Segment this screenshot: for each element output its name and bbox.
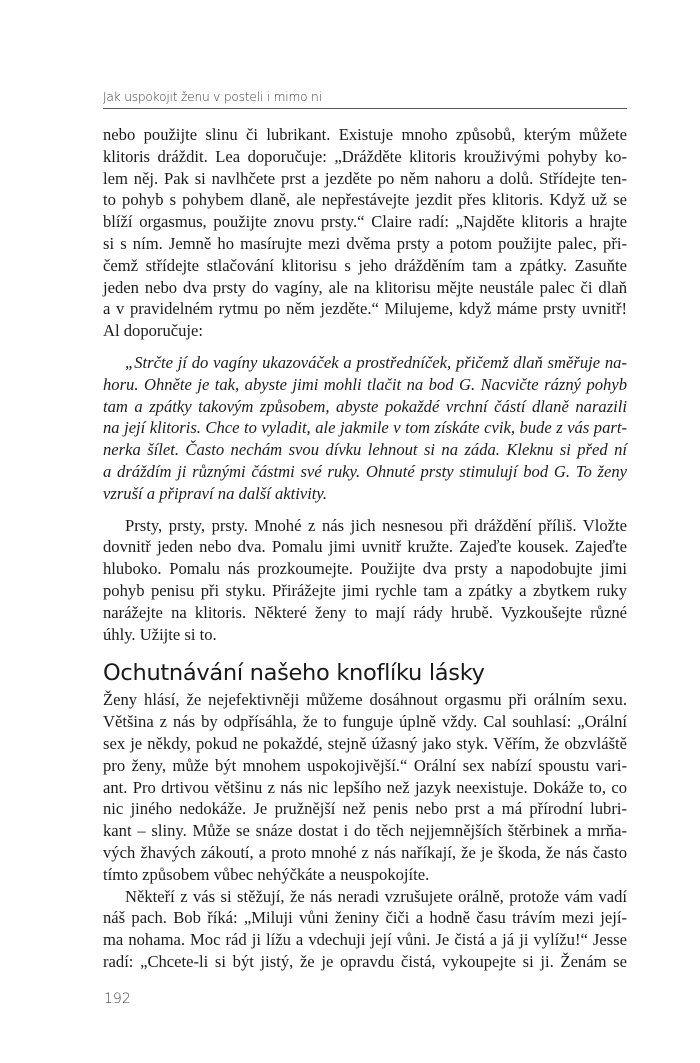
text-line: ma nohama. Moc rád ji lížu a vdechuji její vůni. Je čistá a já ji vylížu!“ Jesse xyxy=(103,930,627,950)
text-line: vých žhavých zákoutí, a proto mnohé z nás naříkají, že je škoda, že nás často xyxy=(103,842,627,862)
text-line: „Strčte jí do vagíny ukazováček a prostředníček, přičemž dlaň směřuje na- xyxy=(125,352,627,372)
paragraph-3 xyxy=(103,689,627,885)
text-line: kant – sliny. Může se snáze dostat i do těch nejjemnějších štěrbinek a mrňa- xyxy=(103,821,627,841)
text-line: sex je někdy, pokud ne pokaždé, stejně úžasný jako styk. Věřím, že obzvláště xyxy=(103,733,627,753)
text-line: tímto způsobem vůbec nehýčkáte a neuspokojíte. xyxy=(103,864,430,884)
text-line: horu. Ohněte je tak, abyste jimi mohli tlačit na bod G. Nacvičte rázný pohyb xyxy=(103,374,627,394)
page-number: 192 xyxy=(104,991,131,1007)
text-line: na její klitoris. Chce to vyladit, ale jakmile v tom získáte cvik, bude z vás part- xyxy=(103,418,627,438)
body-text xyxy=(103,124,627,973)
paragraph-4 xyxy=(103,886,627,973)
text-line: si s ním. Jemně ho masírujte mezi dvěma prsty a potom použijte palec, při- xyxy=(103,233,627,253)
text-line: pohyb penisu při styku. Přirážejte jimi rychle tam a zpátky a zbytkem ruky xyxy=(103,580,627,600)
text-line: lem něj. Pak si navlhčete prst a jezděte po něm nahoru a dolů. Střídejte ten- xyxy=(103,168,627,188)
text-line: hluboko. Pomalu nás prozkoumejte. Použijte dva prsty a napodobujte jimi xyxy=(103,559,627,579)
text-line: a v pravidelném rytmu po něm jezděte.“ Milujeme, když máme prsty uvnitř! xyxy=(103,299,627,319)
running-head: Jak uspokojit ženu v posteli i mimo ni xyxy=(103,89,627,109)
text-line: Ženy hlásí, že nejefektivněji můžeme dosáhnout orgasmu při orálním sexu. xyxy=(103,690,627,710)
paragraph-1 xyxy=(103,124,627,342)
text-line: úhly. Užijte si to. xyxy=(103,624,217,644)
text-line: vzruší a připraví na další aktivity. xyxy=(103,483,328,503)
text-line: pro ženy, může být mnohem uspokojivější.“ Orální sex nabízí spoustu vari- xyxy=(103,755,627,775)
text-line: Al doporučuje: xyxy=(103,321,204,341)
text-line: nebo použijte slinu či lubrikant. Existuje mnoho způsobů, kterým můžete xyxy=(103,125,627,144)
text-line: Většina z nás by odpřísáhla, že to funguje úplně vždy. Cal souhlasí: „Orální xyxy=(103,712,627,732)
text-line: dovnitř jeden nebo dva. Pomalu jimi uvnitř kružte. Zajeďte kousek. Zajeďte xyxy=(103,537,627,557)
text-line: nic jiného nedokáže. Je pružnější než penis nebo prst a má přírodní lubri- xyxy=(103,799,627,819)
text-line: Prsty, prsty, prsty. Mnohé z nás jich nesnesou při dráždění příliš. Vložte xyxy=(125,515,627,535)
text-line: a dráždím ji různými částmi své ruky. Ohnuté prsty stimulují bod G. To ženy xyxy=(103,461,627,481)
text-line: narážejte na klitoris. Některé ženy to mají rády hrubě. Vyzkoušejte různé xyxy=(103,602,627,622)
text-line: ant. Pro drtivou většinu z nás nic lepšího než jazyk neexistuje. Dokáže to, co xyxy=(103,777,627,797)
text-line: jeden nebo dva prsty do vagíny, ale na klitorisu mějte neustále palec či dlaň xyxy=(103,277,627,297)
text-line: čemž střídejte stlačování klitorisu s jeho drážděním tam a zpátky. Zasuňte xyxy=(103,255,627,275)
block-quote xyxy=(103,352,627,505)
text-line: klitoris dráždit. Lea doporučuje: „Drážděte klitoris krouživými pohyby ko- xyxy=(103,146,627,166)
text-line: to pohyb s pohybem dlaně, ale nepřestávejte jezdit přes klitoris. Když už se xyxy=(103,190,627,210)
text-line: radí: „Chcete-li si být jistý, že je opravdu čistá, vykoupejte si ji. Ženám se xyxy=(103,951,627,971)
text-line: Někteří z vás si stěžují, že nás neradi vzrušujete orálně, protože vám vadí xyxy=(125,886,627,906)
text-line: tam a zpátky takovým způsobem, abyste pokaždé vrchní částí dlaně narazili xyxy=(103,396,627,416)
paragraph-2 xyxy=(103,515,627,646)
text-line: nerka šílet. Často nechám svou dívku lehnout si na záda. Kleknu si před ní xyxy=(103,440,627,460)
section-heading: Ochutnávání našeho knoflíku lásky xyxy=(103,660,485,687)
text-line: náš pach. Bob říká: „Miluji vůni ženiny čiči a hodně času trávím mezi její- xyxy=(103,908,627,928)
text-line: blíží orgasmus, použijte znovu prsty.“ Claire radí: „Najděte klitoris a hrajte xyxy=(103,212,627,232)
